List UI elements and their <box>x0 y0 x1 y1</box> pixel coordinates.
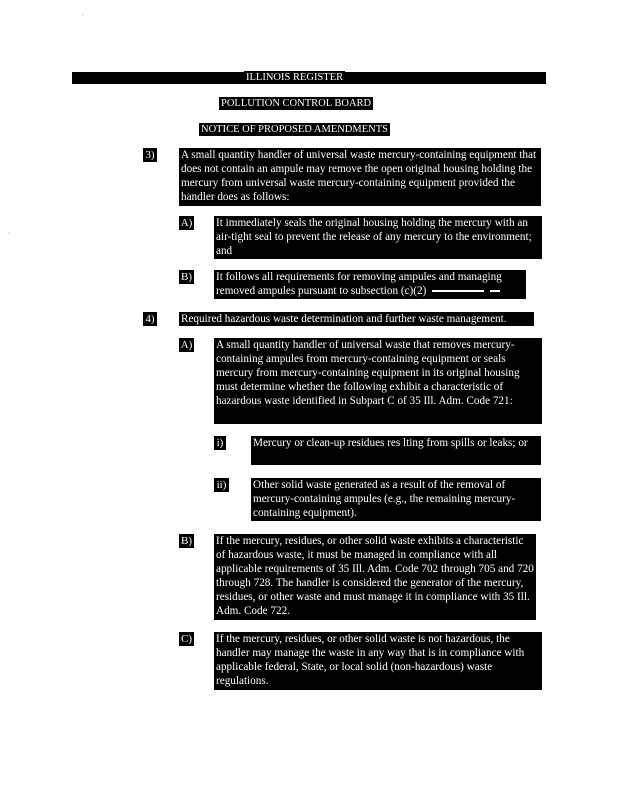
board-title: POLLUTION CONTROL BOARD <box>221 98 372 109</box>
item-4-sub-a-ii-label: ii) <box>214 478 229 492</box>
item-4-label: 4) <box>143 312 157 326</box>
item-4-sub-a-ii-text: Other solid waste generated as a result of the removal of mercury-containing ampules (e.g., the remaining mercury-containing equipment). <box>251 478 541 521</box>
item-4-sub-a-text: A small quantity handler of universal waste that removes mercury-containing ampules from mercury-containing equipment or seals mercury from mercury-containing equipment in its original housing must determine whether the following exhibit a characteristic of hazardous waste identified in Subpart C of 35 Ill. Adm. Code 721: <box>214 338 542 424</box>
item-4-text: Required hazardous waste determination and further waste management. <box>179 312 534 326</box>
scan-speck <box>8 232 10 234</box>
item-3-sub-b-label: B) <box>181 271 192 283</box>
item-3-sub-b-content: It follows all requirements for removing ampules and managing removed ampules pursuant to subsection (c)(2) <box>216 271 502 297</box>
item-4-sub-a-label: A) <box>180 339 193 351</box>
item-3-text: A small quantity handler of universal waste mercury-containing equipment that does not contain an ampule may remove the open original housing holding the mercury from universal waste mercury-containing equipment provided the handler does as follows: <box>179 148 541 206</box>
item-4-sub-b-label: B) <box>181 535 192 547</box>
item-4-sub-b-text: If the mercury, residues, or other solid waste exhibits a characteristic of hazardous waste, it must be managed in compliance with all applicable requirements of 35 Ill. Adm. Code 702 through 705 and 720 through 728. The handler is considered the generator of the mercury, residues, or other waste and must manage it in compliance with 35 Ill. Adm. Code 722. <box>214 534 536 620</box>
item-3-label: 3) <box>143 148 157 162</box>
item-4-sub-c-text: If the mercury, residues, or other solid waste is not hazardous, the handler may manage the waste in any way that is in compliance with applicable federal, State, or local solid (non-hazardous) waste regulations. <box>214 632 542 690</box>
item-4-sub-a-i-label: i) <box>214 436 226 450</box>
item-3-sub-a-label: A) <box>180 217 193 229</box>
scan-speck <box>82 14 84 16</box>
redaction-mark <box>490 290 500 292</box>
register-title: ILLINOIS REGISTER <box>246 72 344 83</box>
item-4-sub-a-i-text: Mercury or clean-up residues res lting from spills or leaks; or <box>251 436 541 465</box>
item-3-sub-a-text: It immediately seals the original housing holding the mercury with an air-tight seal to prevent the release of any mercury to the environment; and <box>214 216 542 259</box>
item-3-sub-b-text <box>214 270 526 299</box>
notice-title: NOTICE OF PROPOSED AMENDMENTS <box>201 124 388 135</box>
redaction-mark <box>432 290 484 292</box>
item-4-sub-c-label: C) <box>181 633 192 645</box>
